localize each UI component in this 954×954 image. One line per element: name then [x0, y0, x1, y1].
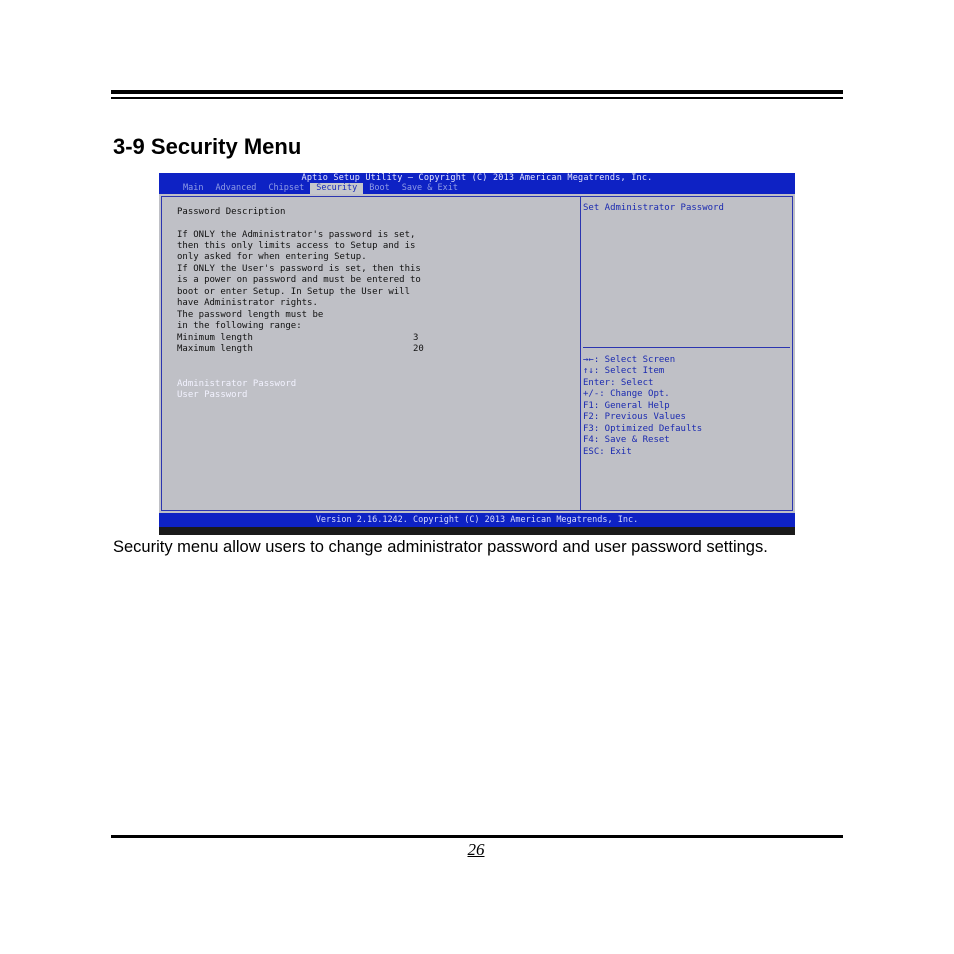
help-divider	[583, 347, 790, 348]
description-line: in the following range:	[177, 321, 302, 331]
section-title: 3-9 Security Menu	[113, 134, 302, 159]
bios-tab-bar	[177, 183, 464, 194]
help-text: Set Administrator Password	[583, 203, 724, 213]
max-length-label: Maximum length	[177, 344, 253, 354]
description-line: is a power on password and must be entered to	[177, 275, 421, 285]
tab-main[interactable]: Main	[183, 183, 204, 193]
key-help-f4: F4: Save & Reset	[583, 435, 670, 445]
key-help-change-opt: +/-: Change Opt.	[583, 389, 670, 399]
description-line: If ONLY the User's password is set, then this	[177, 264, 421, 274]
bios-header	[159, 173, 795, 194]
password-description-heading: Password Description	[177, 207, 286, 217]
tab-save-exit[interactable]: Save & Exit	[401, 183, 458, 193]
min-length-label: Minimum length	[177, 333, 253, 343]
key-help-select-screen: →←: Select Screen	[583, 355, 676, 365]
footer-rule	[111, 835, 843, 838]
key-help-enter: Enter: Select	[583, 378, 654, 388]
tab-chipset[interactable]: Chipset	[268, 183, 305, 193]
bios-main-panel	[161, 196, 582, 511]
description-line: The password length must be	[177, 310, 324, 320]
caption-text: Security menu allow users to change administrator password and user password settings.	[113, 538, 768, 556]
bios-version-text: Version 2.16.1242. Copyright (C) 2013 American Megatrends, Inc.	[315, 515, 639, 525]
bios-help-panel	[580, 196, 793, 511]
tab-boot[interactable]: Boot	[369, 183, 390, 193]
bios-screenshot	[159, 173, 795, 535]
bios-footer	[159, 513, 795, 527]
tab-advanced[interactable]: Advanced	[215, 183, 257, 193]
bios-bottom-strip	[159, 527, 795, 535]
description-line: have Administrator rights.	[177, 298, 318, 308]
header-rule-bottom	[111, 97, 843, 99]
key-help-select-item: ↑↓: Select Item	[583, 366, 665, 376]
description-line: then this only limits access to Setup and is	[177, 241, 416, 251]
user-password-item[interactable]: User Password	[177, 390, 248, 400]
key-help-esc: ESC: Exit	[583, 447, 632, 457]
administrator-password-item[interactable]: Administrator Password	[177, 379, 297, 389]
key-help-f1: F1: General Help	[583, 401, 670, 411]
tab-security[interactable]: Security	[310, 183, 363, 194]
description-line: only asked for when entering Setup.	[177, 252, 367, 262]
key-help-f2: F2: Previous Values	[583, 412, 686, 422]
min-length-value: 3	[413, 333, 419, 343]
description-line: If ONLY the Administrator's password is set,	[177, 230, 416, 240]
key-help-f3: F3: Optimized Defaults	[583, 424, 703, 434]
page-number: 26	[467, 840, 485, 859]
description-line: boot or enter Setup. In Setup the User will	[177, 287, 410, 297]
header-rule-top	[111, 90, 843, 94]
bios-title: Aptio Setup Utility – Copyright (C) 2013 American Megatrends, Inc.	[301, 173, 653, 183]
max-length-value: 20	[413, 344, 424, 354]
